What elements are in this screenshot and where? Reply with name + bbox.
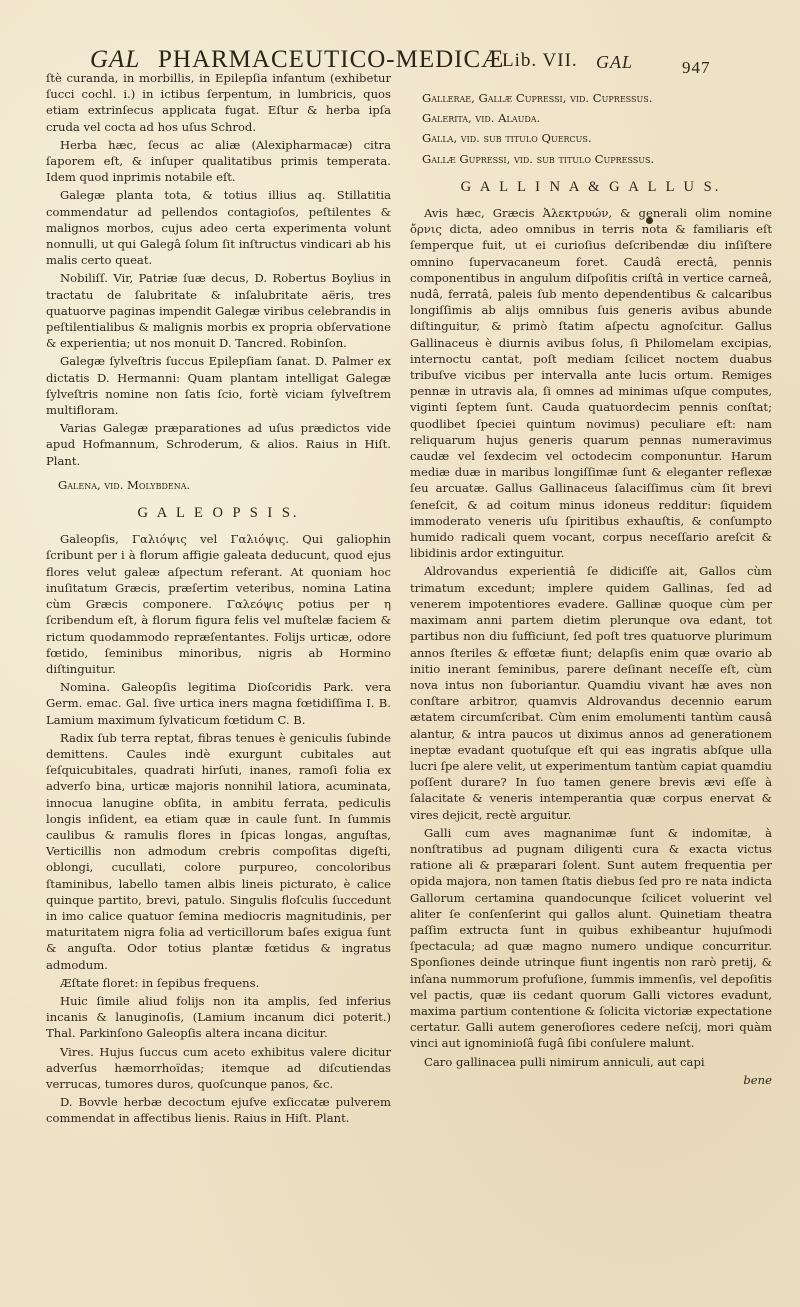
section-heading-gallina: G A L L I N A & G A L L U S. bbox=[460, 178, 722, 195]
paragraph: ſtè curanda, in morbillis, in Epilepſia infantum (exhibetur ſucci cochl. i.) in ictibus ſerpentum, in lumbricis, quos etiam extrinſecus applicata fugat. Eſtur & herba ipſa cruda vel cocta ad hos uſus Schrod. bbox=[46, 71, 391, 134]
paragraph: Caro gallinacea pulli nimirum anniculi, aut capi bbox=[424, 1054, 705, 1069]
header-left-tag: GAL bbox=[90, 46, 141, 73]
paragraph: Galegæ planta tota, & totius illius aq. Stillatitia commendatur ad pellendos contagioſos, peſtilentes & malignos morbos, cujus adeo certa experimenta volunt nonnulli, ut qui Galegâ ſolum ſit inſtructus vindicari ab his malis certo queat. bbox=[46, 188, 391, 268]
paragraph: Galegæ ſylveſtris ſuccus Epilepſiam ſanat. D. Palmer ex dictatis D. Hermanni: Quam plantam intelligat Galegæ ſylveſtris nomine non ſatis ſcio, fortè viciam ſylveſtrem multifloram. bbox=[46, 354, 391, 418]
cross-reference: Galena, vid. Molybdena. bbox=[58, 477, 191, 492]
paragraph: Avis hæc, Græcis Ἀλεκτρυών, & generali olim nomine ὄρνις dicta, adeo omnibus in terris nota & familiaris eſt ſemperque fuit, ut ei curioſius deſcribendæ diu inſiſtere omnino ſupervacaneum foret. Caudâ erectâ, pennis componentibus in angulum diſpoſitis criſtâ in vertice carneâ, nudâ, ferratâ, paleis ſub mento dependentibus & calcaribus longiſſimis ab alijs omnibus ſuis generis avibus abunde diſtinguitur, & primò ſtatim aſpectu agnoſcitur. Gallus Gallinaceus è diurnis avibus ſolus, ſi Philomelam excipias, internoctu cantat, poſt mediam ſcilicet noctem duabus tribuſve vicibus per intervalla ante lucis ortum. Remiges pennæ in utravis ala, ſi omnes ad minimas uſque computes, viginti ſeptem ſunt. Cauda quatuordecim pennis conſtat; quodlibet ſpeciei quintum novimus) peculiare eſt: nam reliquarum hujus generis quarum pennas numeravimus caudæ vel ſexdecim vel octodecim componuntur. Harum mediæ duæ in maribus longiſſimæ ſunt & eleganter reflexæ ſeu arcuatæ. Gallus Gallinaceus ſalaciſſimus cùm ſit brevi ſeneſcit, & ad coitum minus idoneus redditur: ſiquidem immoderato veneris uſu ſpiritibus exhauſtis, & conſumpto humido radicali quem vocant, corpus neceſſario areſcit & libidinis ardor extinguitur. bbox=[410, 206, 772, 561]
section-heading-galeopsis: G A L E O P S I S. bbox=[137, 505, 300, 522]
paragraph: Galli cum aves magnanimæ ſunt & indomitæ, à nonſtratibus ad pugnam diligenti cura & exacta victus ratione ali & præparari ſolent. Sunt autem frequentia per opida majora, non tamen ſtatis diebus ſed pro re nata indicta Gallorum certamina quandocunque ſcilicet voluerint vel aliter ſe conſenſerint qui gallos alunt. Quinetiam theatra paſſim extructa ſunt in quibus exhibeantur hujuſmodi ſpectacula; ad quæ magno numero undique concurritur. Sponſiones deinde utrinque fiunt ingentis non rarò pretij, & inſana nummorum profuſione, ſummis immenſis, vel depoſitis vel pactis, quæ iis cedant quorum Galli victores evadunt, maxima partium contentione & ſolicita victoriæ expectatione certatur. Galli autem generoſiores cedere neſcij, mori quàm vinci aut ignominioſâ fugâ ſibi conſulere malunt. bbox=[410, 825, 772, 1051]
cross-reference: Gallæ Gupressi, vid. ſub titulo Cupreſſus. bbox=[422, 151, 655, 166]
left-column bbox=[46, 70, 391, 1129]
catchword: bene bbox=[743, 1072, 772, 1087]
right-column bbox=[410, 90, 772, 1088]
header-right-tag: GAL bbox=[596, 52, 634, 72]
header-book-number: Lib. VII. bbox=[502, 50, 578, 71]
cross-reference: Galla, vid. ſub titulo Quercus. bbox=[422, 131, 592, 146]
paragraph: Galeopſis, Γαλιόψις vel Γαλιόψις. Qui galiophin ſcribunt per i à florum affigie galeata deducunt, quod ejus flores velut galeæ aſpectum referant. At quoniam hoc inuſitatum Græcis, præſertim veteribus, nomina Latina cùm Græcis componere. Γαλεόψις potius per η ſcribendum eſt, à florum figura felis vel muſtelæ faciem & rictum quodammodo repræſentantes. Folijs urticæ, odore fœtido, ſeminibus minoribus, nigris ab Hormino diſtinguitur. bbox=[46, 532, 391, 676]
paragraph: Aldrovandus experientiâ ſe didiciſſe ait, Gallos cùm trimatum excedunt; implere quidem Gallinas, ſed ad venerem impotentiores evadere. Gallinæ quoque cùm per maximam anni partem dietim plerunque ova edant, tot partibus non diu ſufficiunt, ſed poſt tres quatuorve plurimum annos ſteriles & effœtæ fiunt; delapſis enim quæ ovario ab initio inerant ſeminibus, parere deſinant neceſſe eſt, cùm nova intus non ſuboriantur. Quamdiu vivant hæ aves non conſtare arbitror, quamvis Aldrovandus decennio earum ætatem circumſcribat. Cùm enim emolumenti tantùm causâ alantur, & intra paucos ut diximus annos ad generationem ineptæ evadant quotuſque eſt qui eas ingratis abſque ulla lucri ſpe alere velit, ut experimentum tantùm capiat quamdiu poſſent durare? In ſuo tamen genere brevis ævi eſſe à ſalacitate & veneris intemperantia quæ corpus enervat & vires dejicit, rectè arguitur. bbox=[410, 564, 772, 822]
paragraph: Varias Galegæ præparationes ad uſus prædictos vide apud Hofmannum, Schroderum, & alios. Raius in Hiſt. Plant. bbox=[46, 421, 391, 468]
cross-reference: Gallerae, Gallæ Cupressi, vid. Cupreſſus. bbox=[422, 91, 653, 105]
paragraph: Radix ſub terra reptat, fibras tenues è geniculis ſubinde demittens. Caules indè exurgunt cubitales aut ſeſquicubitales, quadrati hirſuti, inanes, ramoſi folia ex adverſo bina, urticæ majoris nonnihil latiora, acuminata, innocua lanugine obſita, in ambitu ferrata, pediculis longis inſident, ea etiam quæ in caule ſunt. In ſummis caulibus & ramulis flores in ſpicas longas, anguſtas, Verticillis non admodum crebris compoſitas digeſti, oblongi, cucullati, colore purpureo, concoloribus ſtaminibus, labello tamen albis lineis picturato, è calice quinque partito, brevi, patulo. Singulis floſculis ſuccedunt in imo calice quatuor ſemina mediocris magnitudinis, per maturitatem nigra folia ad verticillorum baſes exigua ſunt & anguſta. Odor totius plantæ fœtidus & ingratus admodum. bbox=[46, 730, 391, 972]
paragraph: Nobiliſſ. Vir, Patriæ ſuæ decus, D. Robertus Boylius in tractatu de ſalubritate & inſalubritate aëris, tres quatuorve paginas impendit Galegæ viribus celebrandis in peſtilentialibus & malignis morbis ex propria obſervatione & experientia; ut nos monuit D. Tancred. Robinſon. bbox=[46, 271, 391, 351]
paragraph: Herba hæc, ſecus ac aliæ (Alexipharmacæ) citra ſaporem eſt, & inſuper qualitatibus primis temperata. Idem quod inprimis notabile eſt. bbox=[46, 137, 391, 185]
paragraph: Æſtate floret: in ſepibus frequens. bbox=[60, 975, 260, 990]
paragraph: D. Bovvle herbæ decoctum ejuſve exſiccatæ pulverem commendat in affectibus lienis. Raius in Hiſt. Plant. bbox=[46, 1095, 391, 1126]
header-title: PHARMACEUTICO-MEDICÆ bbox=[158, 46, 505, 73]
paragraph: Nomina. Galeopſis legitima Dioſcoridis Park. vera Germ. emac. Gal. ſive urtica iners magna fœtidiſſima I. B. Lamium maximum ſylvaticum fœtidum C. B. bbox=[46, 680, 391, 727]
page-number: 947 bbox=[682, 58, 711, 77]
paragraph: Vires. Hujus ſuccus cum aceto exhibitus valere dicitur adverſus hæmorrhoïdas; itemque ad diſcutiendas verrucas, tumores duros, quoſcunque panos, &c. bbox=[46, 1044, 391, 1091]
paragraph: Huic ſimile aliud folijs non ita amplis, ſed inferius incanis & lanuginoſis, (Lamium incanum dici poterit.) Thal. Parkinſono Galeopſis altera incana dicitur. bbox=[46, 993, 391, 1041]
cross-reference: Galerita, vid. Alauda. bbox=[422, 111, 541, 126]
